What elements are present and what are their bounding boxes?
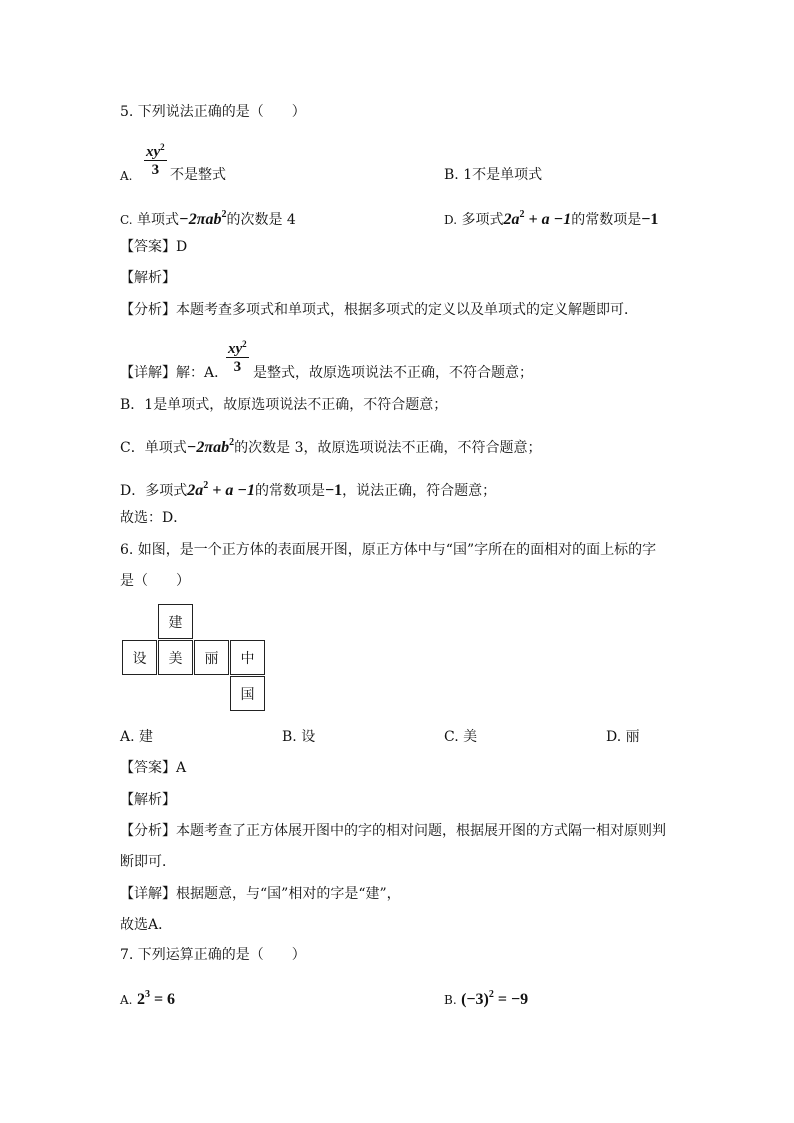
- q5-detail-a-post: 是整式，故原选项说法不正确，不符合题意；: [253, 365, 533, 381]
- q5-detail-fraction: $\frac{xy^2}{3}$: [226, 336, 249, 376]
- q5-answer: 【答案】D: [120, 239, 188, 255]
- net-cell-she: 设: [122, 640, 157, 675]
- q6-stem-line2: 是（ ）: [120, 573, 190, 589]
- q7-option-a: A. $2^3 = 6$: [120, 989, 176, 1008]
- q6-option-d: D. 丽: [606, 729, 640, 745]
- q5-detail-d: D．多项式$2a^2 + a -1$的常数项是−1，说法正确，符合题意；: [120, 480, 497, 499]
- q6-option-c: C. 美: [444, 729, 478, 745]
- q5-detail-a-pre: 【详解】解：A．: [120, 365, 229, 381]
- net-cell-zhong: 中: [230, 640, 265, 675]
- q5-analysis: 【分析】本题考查多项式和单项式，根据多项式的定义以及单项式的定义解题即可．: [120, 302, 638, 318]
- net-cell-guo: 国: [230, 676, 265, 711]
- q5-analysis-heading: 【解析】: [120, 270, 176, 286]
- q7-stem: 7. 下列运算正确的是（ ）: [120, 947, 306, 963]
- q5-detail-b: B．1是单项式，故原选项说法不正确，不符合题意；: [120, 397, 448, 413]
- q6-analysis-heading: 【解析】: [120, 792, 176, 808]
- q6-option-b: B. 设: [282, 729, 316, 745]
- net-cell-li: 丽: [194, 640, 229, 675]
- net-cell-jian: 建: [158, 604, 193, 639]
- q5-stem: 5. 下列说法正确的是（ ）: [120, 104, 306, 120]
- q7-option-b: B. $(-3)^2 = -9$: [444, 989, 529, 1008]
- q5-option-a-fraction: $\frac{xy^2}{3}$: [144, 139, 167, 179]
- q6-detail: 【详解】根据题意，与“国”相对的字是“建”，: [120, 886, 401, 902]
- q6-conclusion: 故选A．: [120, 917, 173, 933]
- q5-option-a-text: 不是整式: [170, 167, 226, 183]
- q6-analysis-line1: 【分析】本题考查了正方体展开图中的字的相对问题，根据展开图的方式隔一相对原则判: [120, 823, 666, 839]
- q5-option-a-label: A.: [120, 169, 133, 183]
- q5-option-b: B. 1不是单项式: [444, 167, 543, 183]
- q6-stem-line1: 6. 如图，是一个正方体的表面展开图，原正方体中与“国”字所在的面相对的面上标的字: [120, 542, 657, 558]
- q6-analysis-line2: 断即可．: [120, 854, 176, 870]
- q5-conclusion: 故选：D．: [120, 510, 188, 526]
- q6-option-a: A. 建: [120, 729, 154, 745]
- q5-option-d: D. 多项式$2a^2 + a -1$的常数项是−1: [444, 209, 659, 228]
- q5-option-c: C. 单项式−2πab$^2$的次数是 4: [120, 209, 296, 228]
- net-cell-mei: 美: [158, 640, 193, 675]
- q5-detail-c: C．单项式−2πab$^2$的次数是 3，故原选项说法不正确，不符合题意；: [120, 437, 542, 456]
- q6-answer: 【答案】A: [120, 760, 187, 776]
